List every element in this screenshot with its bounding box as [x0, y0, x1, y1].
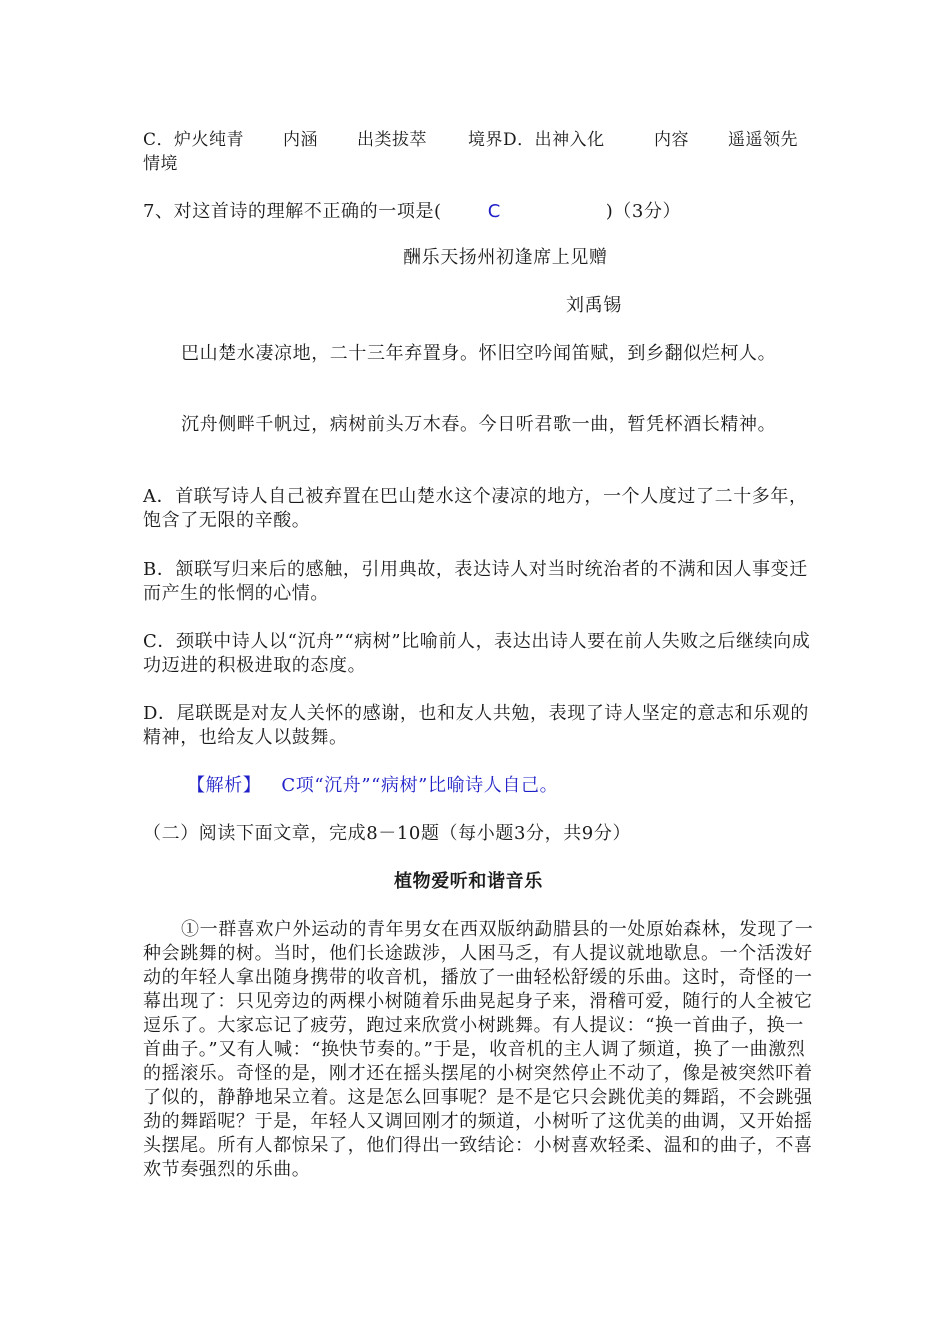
poem-stanza-2: 沉舟侧畔千帆过，病树前头万木春。今日听君歌一曲，暂凭杯酒长精神。 — [181, 414, 777, 435]
article-paragraph-1: ①一群喜欢户外运动的青年男女在西双版纳勐腊县的一处原始森林，发现了一种会跳舞的树。当时，他们长途跋涉，人困马乏，有人提议就地歇息。一个活泼好动的年轻人拿出随身携带的收音机，播放了一曲轻松舒缓的乐曲。这时，奇怪的一幕出现了：只见旁边的两棵小树随着乐曲晃起身子来，滑稽可爱，随行的人全被它逗乐了。大家忘记了疲劳，跑过来欣赏小树跳舞。有人提议：“换一首曲子，换一首曲子。”又有人喊：“换快节奏的。”于是，收音机的主人调了频道，换了一曲激烈的摇滚乐。奇怪的是，刚才还在摇头摆尾的小树突然停止不动了，像是被突然吓着了似的，静静地呆立着。这是怎么回事呢？是不是它只会跳优美的舞蹈，不会跳强劲的舞蹈呢？于是，年轻人又调回刚才的频道，小树听了这优美的曲调，又开始摇头摆尾。所有人都惊呆了，他们得出一致结论：小树喜欢轻柔、温和的曲子，不喜欢节奏强烈的乐曲。 — [143, 919, 814, 1180]
poem-stanza-1: 巴山楚水凄凉地，二十三年弃置身。怀旧空吟闻笛赋，到乡翻似烂柯人。 — [181, 343, 777, 364]
q6-option-word: 内涵 — [283, 130, 318, 150]
option-d: D．尾联既是对友人关怀的感谢，也和友人共勉，表现了诗人坚定的意志和乐观的精神，也给友人以鼓舞。 — [143, 703, 810, 748]
option-c: C．颈联中诗人以“沉舟”“病树”比喻前人，表达出诗人要在前人失败之后继续向成功迈进的积极进取的态度。 — [143, 631, 811, 676]
option-b: B．颔联写归来后的感触，引用典故，表达诗人对当时统治者的不满和因人事变迁而产生的怅惘的心情。 — [143, 559, 808, 604]
analysis-label: 【解析】 — [187, 775, 262, 796]
option-a: A．首联写诗人自己被弃置在巴山楚水这个凄凉的地方，一个人度过了二十多年，饱含了无限的辛酸。 — [143, 486, 808, 531]
q6-option-word: 出类拔萃 — [357, 130, 427, 150]
poem-title: 酬乐天扬州初逢席上见赠 — [403, 247, 608, 268]
analysis — [187, 774, 558, 798]
poem-author: 刘禹锡 — [566, 295, 622, 316]
analysis-text: C项“沉舟”“病树”比喻诗人自己。 — [281, 775, 559, 796]
section-2-instruction: （二）阅读下面文章，完成8－10题（每小题3分，共9分） — [143, 823, 632, 844]
q6-option-word: 内容 — [654, 130, 689, 150]
q7-answer: C — [487, 201, 501, 222]
q7-stem — [143, 200, 823, 224]
q6-option-row — [143, 128, 823, 152]
q7-stem-suffix: )（3分） — [605, 201, 682, 222]
q7-stem-prefix: 7、对这首诗的理解不正确的一项是( — [143, 201, 442, 222]
article-title: 植物爱听和谐音乐 — [394, 871, 543, 892]
q6-option-word: 遥遥领先 — [728, 130, 798, 150]
q6-option-c-label: C．炉火纯青 — [143, 130, 245, 150]
q6-option-continuation: 情境 — [143, 154, 178, 174]
q6-option-word: 境界D．出神入化 — [468, 130, 605, 150]
